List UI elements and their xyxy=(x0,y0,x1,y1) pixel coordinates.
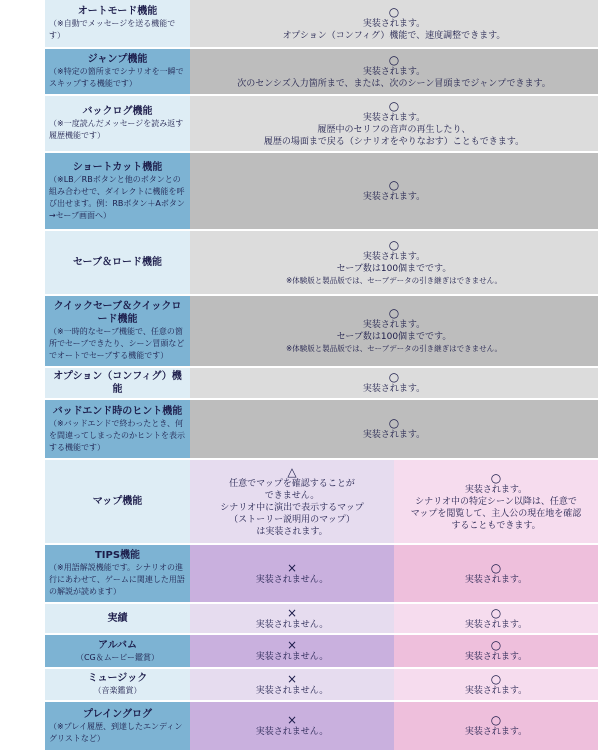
feature-note: （※バッドエンドで終わったとき、何を間違ってしまったのかヒントを表示する機能です） xyxy=(49,418,185,452)
status-line: 次のセンシズ入力箇所まで、または、次のシーン冒頭までジャンプできます。 xyxy=(237,78,551,89)
status-cell xyxy=(394,459,598,544)
status-cell xyxy=(394,634,598,668)
feature-title: セーブ＆ロード機能 xyxy=(72,257,163,268)
status-note: ※体験版と製品版では、セーブデータの引き継ぎはできません。 xyxy=(285,275,503,285)
feature-title: アルバム xyxy=(98,639,137,651)
status-line: 実装されます。 xyxy=(362,430,426,440)
status-cell xyxy=(394,668,598,701)
table-row xyxy=(45,152,598,230)
feature-cell xyxy=(45,230,190,295)
status-mark-icon: ○ xyxy=(388,52,400,67)
status-line: 実装されます。 xyxy=(464,685,528,696)
status-mark-icon: ○ xyxy=(388,237,400,252)
feature-cell xyxy=(45,48,190,95)
status-cell xyxy=(190,152,598,230)
status-cell xyxy=(190,0,598,48)
status-cell xyxy=(190,95,598,152)
status-cell xyxy=(190,603,394,634)
feature-title: 実績 xyxy=(107,613,128,624)
status-cell xyxy=(190,295,598,367)
status-note: ※体験版と製品版では、セーブデータの引き継ぎはできません。 xyxy=(285,344,503,353)
feature-note: （※一時的なセーブ機能で、任意の箇所でセーブできたり、シーン冒頭などでオートでセーブする機能です） xyxy=(49,327,185,360)
status-mark-icon: ○ xyxy=(490,638,502,652)
status-cell xyxy=(190,459,394,544)
status-mark-icon: ○ xyxy=(388,178,400,192)
status-line: 実装されます。 xyxy=(464,574,528,585)
status-mark-icon: ○ xyxy=(388,98,400,113)
feature-cell xyxy=(45,603,190,634)
status-cell xyxy=(394,603,598,634)
table-row xyxy=(45,95,598,152)
table-row xyxy=(45,48,598,95)
status-mark-icon: ○ xyxy=(490,470,502,485)
status-mark-icon: ○ xyxy=(490,713,502,727)
status-line: 履歴中のセリフの音声の再生したり、 xyxy=(317,124,471,135)
status-line: 実装されません。 xyxy=(255,619,329,630)
status-line: 実装されません。 xyxy=(255,652,329,662)
feature-cell xyxy=(45,0,190,48)
feature-note: （音楽鑑賞） xyxy=(93,686,142,695)
status-cell xyxy=(190,399,598,459)
status-line: 実装されます。 xyxy=(464,727,528,737)
status-line: 実装されます。 xyxy=(464,484,528,495)
status-cell xyxy=(190,634,394,668)
feature-cell xyxy=(45,399,190,459)
feature-title: クイックセーブ＆クイックロード機能 xyxy=(53,301,182,325)
status-line: は実装されます。 xyxy=(256,526,328,537)
table-row xyxy=(45,544,598,603)
table-row xyxy=(45,701,598,751)
feature-cell xyxy=(45,295,190,367)
status-line: 実装されます。 xyxy=(362,251,426,262)
feature-note: （※用語解説機能です。シナリオの進行にあわせて、ゲームに関連した用語の解説が読めます） xyxy=(49,563,185,596)
feature-title: マップ機能 xyxy=(92,496,143,507)
status-cell xyxy=(190,701,394,751)
feature-cell xyxy=(45,95,190,152)
status-line: 実装されます。 xyxy=(362,18,426,29)
status-line: 実装されません。 xyxy=(255,574,329,585)
feature-title: オプション（コンフィグ）機能 xyxy=(53,371,182,395)
status-line: セーブ数は100個までです。 xyxy=(336,263,452,274)
feature-note: （※特定の箇所までシナリオを一瞬でスキップする機能です） xyxy=(49,67,184,88)
feature-cell xyxy=(45,701,190,751)
status-cell xyxy=(394,701,598,751)
status-line: オプション（コンフィグ）機能で、速度調整できます。 xyxy=(282,30,506,41)
feature-cell xyxy=(45,367,190,399)
status-mark-icon: ○ xyxy=(490,605,502,620)
feature-title: ジャンプ機能 xyxy=(87,54,148,65)
feature-cell xyxy=(45,459,190,544)
feature-note: （※プレイ履歴、到達したエンディングリストなど） xyxy=(49,721,183,743)
status-line: 実装されます。 xyxy=(362,112,426,123)
status-line: シナリオ中の特定シーン以降は、任意で xyxy=(415,496,577,507)
status-cell xyxy=(190,668,394,701)
status-line: （ストーリー説明用のマップ） xyxy=(229,514,355,525)
table-row xyxy=(45,367,598,399)
status-cell xyxy=(394,544,598,603)
table-row xyxy=(45,230,598,295)
status-cell xyxy=(190,544,394,603)
status-line: することもできます。 xyxy=(451,520,541,531)
feature-cell xyxy=(45,634,190,668)
feature-title: バックログ機能 xyxy=(82,106,153,117)
status-line: 実装されます。 xyxy=(362,320,426,330)
status-line: 履歴の場面まで戻る（シナリオをやりなおす）こともできます。 xyxy=(263,136,525,147)
feature-title: ショートカット機能 xyxy=(72,161,163,173)
status-mark-icon: × xyxy=(286,605,298,620)
status-mark-icon: × xyxy=(286,713,298,727)
feature-note: （※自動でメッセージを送る機能です） xyxy=(49,19,176,40)
table-row xyxy=(45,0,598,48)
table-row xyxy=(45,459,598,544)
status-mark-icon: ○ xyxy=(490,671,502,686)
status-cell xyxy=(190,367,598,399)
status-mark-icon: △ xyxy=(287,464,297,479)
status-mark-icon: × xyxy=(286,560,298,575)
table-row xyxy=(45,668,598,701)
feature-cell xyxy=(45,152,190,230)
status-line: マップを閲覧して、主人公の現在地を確認 xyxy=(410,508,582,519)
table-row xyxy=(45,399,598,459)
status-mark-icon: ○ xyxy=(388,416,400,430)
status-mark-icon: ○ xyxy=(388,4,400,19)
status-line: 実装されます。 xyxy=(362,192,426,202)
feature-cell xyxy=(45,544,190,603)
status-line: シナリオ中に演出で表示するマップ xyxy=(220,502,364,513)
status-line: 実装されません。 xyxy=(255,685,329,696)
status-mark-icon: ○ xyxy=(388,306,400,320)
status-line: 実装されます。 xyxy=(464,652,528,662)
status-line: 任意でマップを確認することが xyxy=(229,478,355,489)
status-mark-icon: ○ xyxy=(490,560,502,575)
feature-note: （※LB／RBボタンと他のボタンとの組み合わせで、ダイレクトに機能を呼び出せます。例：RBボタン＋Aボタン→セーブ画面へ） xyxy=(49,174,185,220)
feature-title: TIPS機能 xyxy=(94,550,141,561)
status-mark-icon: × xyxy=(286,638,298,652)
table-row xyxy=(45,634,598,668)
feature-title: オートモード機能 xyxy=(77,6,158,17)
feature-title: バッドエンド時のヒント機能 xyxy=(52,405,183,417)
feature-title: プレイングログ xyxy=(83,708,152,720)
status-mark-icon: × xyxy=(286,671,298,686)
status-line: 実装されます。 xyxy=(362,384,426,394)
status-line: できません。 xyxy=(264,490,320,501)
status-cell xyxy=(190,230,598,295)
feature-cell xyxy=(45,668,190,701)
status-line: 実装されます。 xyxy=(464,619,528,630)
table-row xyxy=(45,295,598,367)
feature-note: （※一度読んだメッセージを読み返す履歴機能です） xyxy=(49,119,184,140)
feature-comparison-table xyxy=(45,0,598,752)
feature-note: （CG＆ムービー鑑賞） xyxy=(75,652,160,662)
table-row xyxy=(45,603,598,634)
feature-title: ミュージック xyxy=(87,673,148,684)
status-line: セーブ数は100個までです。 xyxy=(336,332,452,342)
status-cell xyxy=(190,48,598,95)
status-line: 実装されません。 xyxy=(255,727,329,737)
status-line: 実装されます。 xyxy=(362,66,426,77)
status-mark-icon: ○ xyxy=(388,370,400,384)
